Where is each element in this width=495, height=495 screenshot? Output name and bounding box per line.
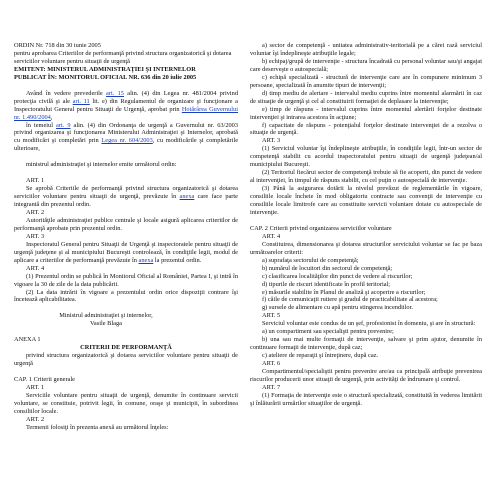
chapter-title: CAP. 2 Criterii privind organizarea serviciilor voluntare <box>250 224 392 232</box>
article-title: ART. 4 <box>26 264 45 272</box>
article-title: ART. 7 <box>262 383 281 391</box>
article-text: (3) Până la asigurarea dotării la nivelul prevăzut de reglementările în vigoare, consiliile locale încheie în mod obligatoriu contracte sau convenţii de intervenţie cu consiliile locale limitrofe care au constituite servicii voluntare dotate cu autospeciale de intervenţie. <box>250 185 482 217</box>
article-title: ART. 3 <box>26 232 45 240</box>
signature-name: Vasile Blaga <box>90 320 122 328</box>
article-text: Termenii folosiţi în prezenta anexă au următorul înţeles: <box>26 423 169 431</box>
order-subject: pentru aprobarea Criteriilor de performanţă privind structura organizatorică şi dotarea serviciilor voluntare pentru situaţii de urgenţă <box>14 49 232 65</box>
article-text: (2) Teritoriul fiecărui sector de competenţă trebuie să fie acoperit, din punct de vedere al intervenţiei, în timpul de răspuns stabilit, cu cel puţin o autospecială de intervenţie. <box>250 169 482 185</box>
article-text: (1) Formaţia de intervenţie este o structură specializată, constituită în vederea limitării şi înlăturării urmărilor situaţiilor de urgenţă. <box>250 391 482 407</box>
link-hg-1490[interactable]: Hotărârea Guvernului nr. 1.490/2004 <box>14 105 238 121</box>
link-art-15[interactable]: art. 15 <box>106 89 124 97</box>
criteria-item: f) căile de comunicaţii rutiere şi gradul de practicabilitate al acestora; <box>262 296 438 304</box>
definition-item: d) timp mediu de alertare - intervalul mediu cuprins între momentul alarmării în caz de situaţie de urgenţă şi cel al constituirii formaţiei de deplasare la intervenţie; <box>250 89 482 105</box>
annex-subtitle: privind structura organizatorică şi dotarea serviciilor voluntare pentru situaţii de urgenţă <box>14 352 238 368</box>
order-publication: PUBLICAT ÎN: MONITORUL OFICIAL NR. 636 din 20 iulie 2005 <box>14 73 197 81</box>
article-title: ART. 2 <box>26 208 45 216</box>
article-title: ART. 2 <box>26 415 45 423</box>
article-title: ART. 1 <box>26 383 45 391</box>
order-title: ORDIN Nr. 718 din 30 iunie 2005 <box>14 42 101 49</box>
article-text: Serviciul voluntar este condus de un şef, profesionist în domeniu, şi are în structură: <box>262 320 476 328</box>
article-text: Constituirea, dimensionarea şi dotarea structurilor serviciului voluntar se fac pe baza următoarelor criterii: <box>250 240 482 256</box>
definition-item: c) echipă specializată - structură de intervenţie care are în compunere minimum 3 persoane, specializată în anumite tipuri de intervenţii; <box>250 73 482 89</box>
criteria-item: e) măsurile stabilite în Planul de analiză şi acoperire a riscurilor; <box>262 288 426 296</box>
article-text: Compartimentul/specialiştii pentru prevenire are/au ca principală atribuţie prevenirea riscurilor producerii unor situaţii de urgenţă, prin activităţi de îndrumare şi control. <box>250 368 482 384</box>
article-text: (2) La data intrării în vigoare a prezentului ordin orice dispoziţii contrare îşi încetează aplicabilitatea. <box>14 288 238 304</box>
definition-item: f) capacitate de răspuns - potenţialul forţelor destinate intervenţiei de a rezolva o situaţie de urgenţă. <box>250 121 482 137</box>
left-column <box>14 42 238 432</box>
definition-item: a) sector de competenţă - unitatea administrativ-teritorială pe a cărei rază serviciul voluntar îşi îndeplineşte atribuţiile legale; <box>250 42 482 57</box>
signature-title: Ministrul administraţiei şi internelor, <box>59 312 153 320</box>
annex-title: ANEXA 1 <box>14 336 41 344</box>
article-title: ART. 6 <box>262 360 281 368</box>
article-title: ART. 4 <box>262 232 281 240</box>
link-anexa[interactable]: anexa <box>179 193 195 201</box>
document-page <box>14 42 484 482</box>
link-anexa[interactable]: anexa <box>138 256 154 264</box>
link-art-11[interactable]: art. 11 <box>72 97 90 105</box>
criteria-item: d) tipurile de riscuri identificate în profil teritorial; <box>262 280 391 288</box>
article-text: Autorităţile administraţiei publice centrale şi locale asigură aplicarea criteriilor de performanţă aprobate prin prezentul ordin. <box>14 216 238 232</box>
definition-item: e) timp de răspuns - intervalul cuprins între momentul alertării forţelor destinate intervenţiei şi intrarea acestora în acţiune; <box>250 105 482 121</box>
order-issuer: EMITENT: MINISTERUL ADMINISTRAŢIEI ŞI INTERNELOR <box>14 65 196 73</box>
structure-item: b) una sau mai multe formaţii de intervenţie, salvare şi prim ajutor, denumite în continuare formaţii de intervenţie, după caz; <box>250 336 482 352</box>
article-text: Serviciile voluntare pentru situaţii de urgenţă, denumite în continuare servicii voluntare, se constituie, potrivit legii, în comune, oraşe şi municipii, în subordinea consiliilor locale. <box>14 391 238 415</box>
annex-heading: CRITERII DE PERFORMANŢĂ <box>80 344 172 352</box>
criteria-item: g) sursele de alimentare cu apă pentru stingerea incendiilor. <box>262 304 413 312</box>
structure-item: a) un compartiment sau specialişti pentru prevenire; <box>262 328 394 336</box>
minister-line: ministrul administraţiei şi internelor emite următorul ordin: <box>26 161 177 169</box>
article-text: Se aprobă Criteriile de performanţă privind structura organizatorică şi dotarea serviciilor voluntare pentru situaţii de urgenţă, prevăzute în anexa care face parte integrantă din prezentul ordin. <box>14 185 238 209</box>
right-column <box>250 42 482 408</box>
criteria-item: b) numărul de locuitori din sectorul de competenţă; <box>262 264 393 272</box>
intro-paragraph-2: în temeiul art. 9 alin. (4) din Ordonanţa de urgenţă a Guvernului nr. 63/2003 privind organizarea şi funcţionarea Ministerului Administraţiei şi Internelor, aprobată cu modificări şi completări prin Legea nr. 604/2003, cu modificările şi completările ulterioare, <box>14 121 239 153</box>
structure-item: c) ateliere de reparaţii şi întreţinere, după caz. <box>262 352 379 360</box>
article-title: ART. 3 <box>262 137 281 145</box>
intro-paragraph-1: Având în vedere prevederile art. 15 alin. (4) din Legea nr. 481/2004 privind protecţia civilă şi ale art. 11 lit. e) din Regulamentul de organizare şi funcţionare a Inspectoratului General pentru Situaţii de Urgenţă, aprobat prin Hotărârea Guvernului nr. 1.490/2004, <box>14 89 238 121</box>
article-text: (1) Prezentul ordin se publică în Monitorul Oficial al României, Partea I, şi intră în vigoare la 30 de zile de la data publicării. <box>14 272 238 288</box>
article-text: (1) Serviciul voluntar îşi îndeplineşte atribuţiile, în condiţiile legii, într-un sector de competenţă stabilit cu acordul inspectoratului pentru situaţii de urgenţă judeţean/al municipiului Bucureşti. <box>250 145 482 169</box>
link-legea-604[interactable]: Legea nr. 604/2003 <box>101 137 153 145</box>
link-art-9[interactable]: art. 9 <box>56 121 71 129</box>
criteria-item: a) suprafaţa sectorului de competenţă; <box>262 256 359 264</box>
criteria-item: c) clasificarea localităţilor din punct de vedere al riscurilor; <box>262 272 413 280</box>
article-text: Inspectoratul General pentru Situaţii de Urgenţă şi inspectoratele pentru situaţii de urgenţă judeţene şi al municipiului Bucureşti controlează, în condiţiile legii, modul de aplicare a criteriilor de performanţă prevăzute în anexa la prezentul ordin. <box>14 240 238 264</box>
chapter-title: CAP. 1 Criterii generale <box>14 375 75 383</box>
definition-item: b) echipaj/grupă de intervenţie - structura încadrată cu personal voluntar sau/şi angajat care deserveşte o autospecială; <box>250 57 482 73</box>
article-title: ART. 1 <box>26 177 45 185</box>
article-title: ART. 5 <box>262 312 281 320</box>
